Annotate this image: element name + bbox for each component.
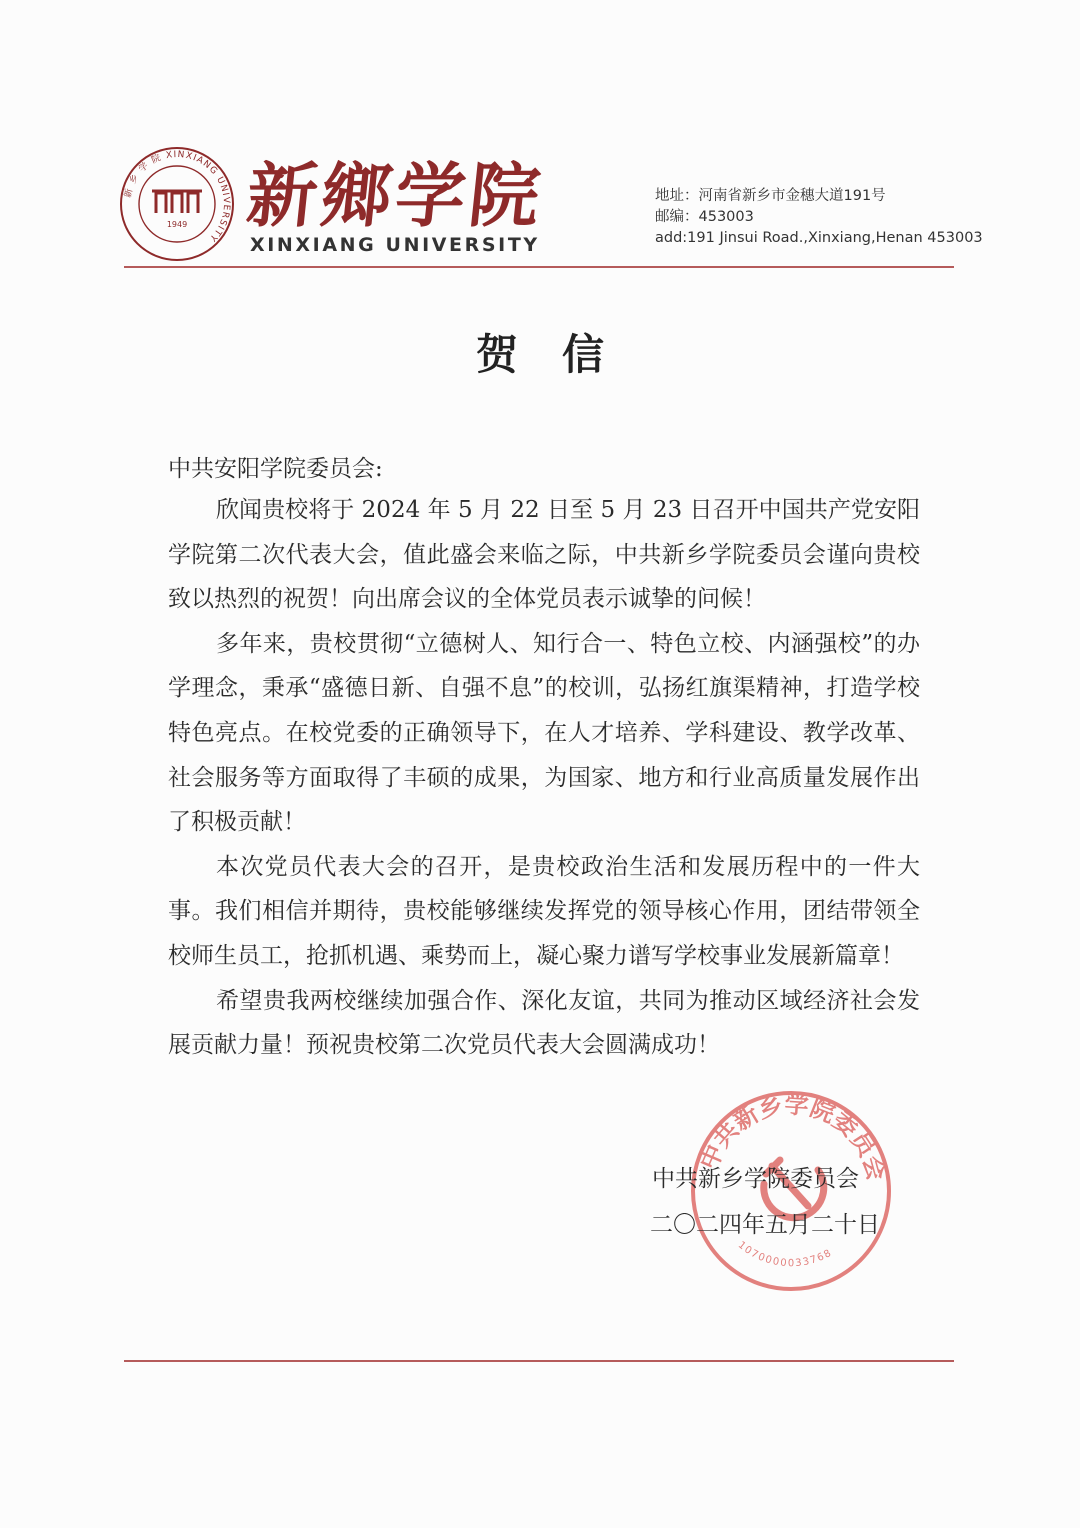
signature-date: 二〇二四年五月二十日 <box>650 1212 880 1238</box>
letterhead <box>0 0 1080 280</box>
address-en: add:191 Jinsui Road.,Xinxiang,Henan 453003 <box>655 230 983 246</box>
logo-year: 1949 <box>166 220 188 229</box>
signature-organization: 中共新乡学院委员会 <box>652 1166 859 1192</box>
letter-title: 贺信 <box>475 330 648 379</box>
gate-icon <box>152 191 202 213</box>
header-divider <box>124 266 954 268</box>
contact-block <box>655 186 983 249</box>
stamp-text: 中共新乡学院委员会 <box>693 1089 892 1184</box>
stamp-serial: 1070000033768 <box>735 1239 835 1270</box>
letter-body <box>168 488 920 1068</box>
logo-ring-text: 新 乡 学 院 XINXIANG UNIVERSITY <box>123 149 232 244</box>
svg-text:1070000033768 <box>736 1240 835 1270</box>
salutation: 中共安阳学院委员会: <box>168 456 383 482</box>
postcode: 邮编：453003 <box>655 209 754 225</box>
paragraph: 欣闻贵校将于 2024 年 5 月 22 日至 5 月 23 日召开中国共产党安阳学院第二次代表大会，值此盛会来临之际，中共新乡学院委员会谨向贵校致以热烈的祝贺！向出席会议的全体党员表示诚挚的问候！ <box>168 497 920 613</box>
paragraph: 希望贵我两校继续加强合作、深化友谊，共同为推动区域经济社会发展贡献力量！预祝贵校第二次党员代表大会圆满成功！ <box>168 987 920 1059</box>
paragraph: 本次党员代表大会的召开，是贵校政治生活和发展历程中的一件大事。我们相信并期待，贵校能够继续发挥党的领导核心作用，团结带领全校师生员工，抢抓机遇、乘势而上，凝心聚力谱写学校事业发展新篇章！ <box>168 853 920 969</box>
address-cn: 地址：河南省新乡市金穗大道191号 <box>655 188 886 204</box>
university-seal-logo <box>118 145 236 263</box>
university-name-cn: 新鄉学院 <box>243 154 548 237</box>
paragraph: 多年来，贵校贯彻“立德树人、知行合一、特色立校、内涵强校”的办学理念，秉承“盛德日新、自强不息”的校训，弘扬红旗渠精神，打造学校特色亮点。在校党委的正确领导下，在人才培养、学科建设、教学改革、社会服务等方面取得了丰硕的成果，为国家、地方和行业高质量发展作出了积极贡献！ <box>168 630 920 836</box>
university-name-en: XINXIANG UNIVERSITY <box>250 234 540 256</box>
footer-divider <box>124 1360 954 1362</box>
